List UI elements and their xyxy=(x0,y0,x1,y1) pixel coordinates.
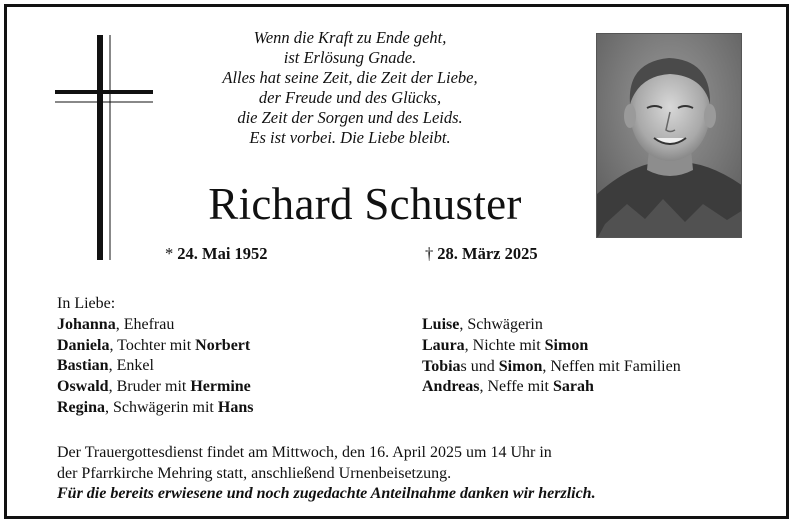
birth-date xyxy=(165,244,268,264)
poem-line: der Freude und des Glücks, xyxy=(258,88,442,107)
mourners-right xyxy=(422,315,681,398)
mourners-left xyxy=(57,294,253,419)
poem-line: die Zeit der Sorgen und des Leids. xyxy=(237,108,463,127)
poem-line: Wenn die Kraft zu Ende geht, xyxy=(253,28,447,47)
service-line: der Pfarrkirche Mehring statt, anschließend Urnenbeisetzung. xyxy=(57,464,452,482)
poem xyxy=(180,28,520,148)
service-info xyxy=(57,443,596,505)
mourner-row: Regina, Schwägerin mit Hans xyxy=(57,398,254,416)
poem-line: ist Erlösung Gnade. xyxy=(283,48,417,67)
mourners-intro: In Liebe: xyxy=(57,295,116,312)
mourner-row: Oswald, Bruder mit Hermine xyxy=(57,378,251,396)
mourner-row: Daniela, Tochter mit Norbert xyxy=(57,336,251,354)
poem-line: Es ist vorbei. Die Liebe bleibt. xyxy=(249,128,451,147)
death-symbol: † xyxy=(425,244,434,263)
mourner-row: Tobias und Simon, Neffen mit Familien xyxy=(422,357,681,375)
birth-symbol: * xyxy=(165,244,174,263)
death-date xyxy=(425,244,538,264)
deceased-name: Richard Schuster xyxy=(208,179,522,229)
birth-date-text: 24. Mai 1952 xyxy=(177,244,268,263)
death-date-text: 28. März 2025 xyxy=(437,244,538,263)
mourner-row: Luise, Schwägerin xyxy=(422,316,543,333)
mourner-row: Andreas, Neffe mit Sarah xyxy=(422,378,594,396)
portrait-photo xyxy=(596,33,742,238)
mourner-row: Laura, Nichte mit Simon xyxy=(422,336,589,354)
poem-line: Alles hat seine Zeit, die Zeit der Liebe, xyxy=(222,68,478,87)
mourner-row: Johanna, Ehefrau xyxy=(57,315,175,333)
thanks-line: Für die bereits erwiesene und noch zugedachte Anteilnahme danken wir herzlich. xyxy=(57,485,596,502)
mourner-row: Bastian, Enkel xyxy=(57,357,154,375)
service-line: Der Trauergottesdienst findet am Mittwoch, den 16. April 2025 um 14 Uhr in xyxy=(57,444,552,461)
